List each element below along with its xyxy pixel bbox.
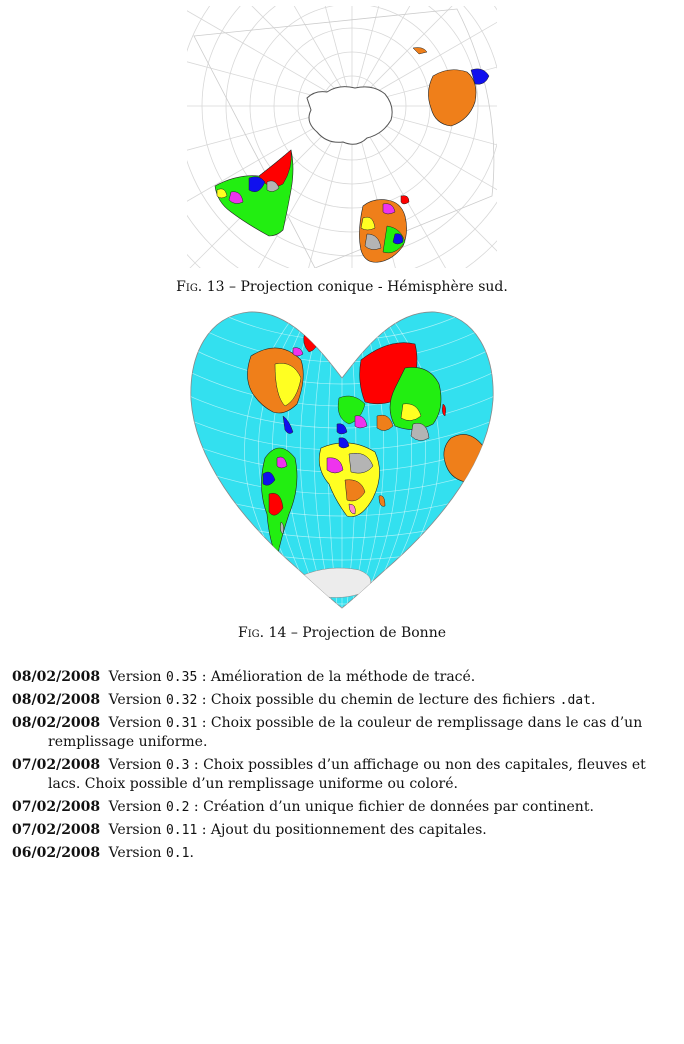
entry-text: : Ajout du positionnement des capitales.: [197, 822, 487, 838]
caption-separator: –: [228, 279, 236, 295]
entry-version: 0.35: [165, 670, 198, 685]
caption-title: Projection conique - Hémisphère sud.: [240, 279, 508, 295]
entry-date: 06/02/2008: [12, 845, 101, 861]
figure-14: [0, 308, 684, 614]
changelog-entry: [12, 691, 676, 710]
entry-version: 0.11: [165, 823, 198, 838]
figure-label: Fig. 14: [237, 625, 287, 641]
changelog-entry: [12, 821, 676, 840]
entry-code: .dat: [559, 693, 591, 708]
figure-13: [0, 6, 684, 268]
entry-date: 07/02/2008: [12, 757, 101, 773]
africa-blue: [393, 234, 403, 244]
entry-date: 08/02/2008: [12, 669, 101, 685]
entry-date: 08/02/2008: [12, 692, 101, 708]
entry-date: 07/02/2008: [12, 799, 101, 815]
figure-14-caption: [0, 625, 684, 641]
madagascar: [401, 196, 409, 204]
entry-prefix: Version: [108, 669, 166, 685]
conic-projection-map: [187, 6, 497, 268]
antarctica: [301, 568, 371, 598]
entry-suffix: .: [189, 845, 194, 861]
entry-version: 0.3: [165, 758, 190, 773]
figure-label: Fig. 13: [176, 279, 225, 295]
entry-text: : Choix possible de la couleur de remplissage dans le cas d’un remplissage uniforme.: [48, 715, 643, 750]
changelog-entry: [12, 668, 676, 687]
entry-date: 08/02/2008: [12, 715, 101, 731]
australia: [428, 70, 476, 126]
entry-text: : Choix possible du chemin de lecture des fichiers: [197, 692, 560, 708]
antarctica-outline: [307, 87, 392, 145]
figure-13-caption: [0, 279, 684, 295]
changelog-entry: [12, 714, 676, 752]
entry-version: 0.1: [165, 846, 190, 861]
bonne-projection-map: [189, 308, 495, 614]
entry-text: : Choix possibles d’un affichage ou non des capitales, fleuves et lacs. Choix possible d’un remplissage uniforme ou coloré.: [48, 757, 646, 792]
changelog-entry: [12, 798, 676, 817]
new-guinea: [413, 48, 427, 55]
caption-title: Projection de Bonne: [302, 625, 447, 641]
caption-separator: –: [290, 625, 298, 641]
entry-version: 0.32: [165, 693, 198, 708]
entry-prefix: Version: [108, 822, 166, 838]
entry-text: : Amélioration de la méthode de tracé.: [197, 669, 476, 685]
entry-prefix: Version: [108, 757, 166, 773]
entry-version: 0.31: [165, 716, 198, 731]
changelog: [12, 668, 676, 867]
entry-prefix: Version: [108, 845, 166, 861]
entry-text: : Création d’un unique fichier de données par continent.: [189, 799, 594, 815]
entry-prefix: Version: [108, 799, 166, 815]
changelog-entry: [12, 756, 676, 794]
entry-prefix: Version: [108, 715, 166, 731]
entry-suffix: .: [590, 692, 596, 708]
changelog-entry: [12, 844, 676, 863]
entry-prefix: Version: [108, 692, 166, 708]
entry-version: 0.2: [165, 800, 190, 815]
entry-date: 07/02/2008: [12, 822, 101, 838]
